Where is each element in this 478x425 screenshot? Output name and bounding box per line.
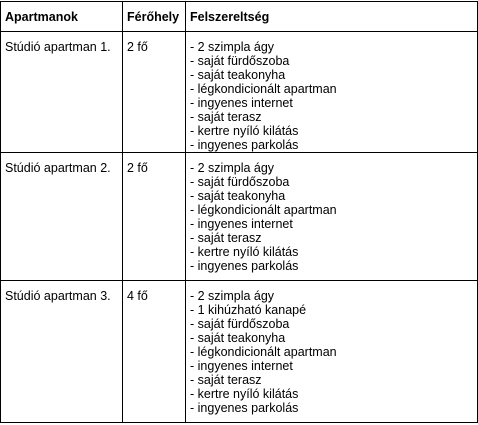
apartment-table [0,1,478,423]
apartment-name: Stúdió apartman 2. [1,153,123,281]
header-amenities: Felszereltség [186,2,478,32]
amenity-item: - 2 szimpla ágy [190,289,275,303]
table-row [1,32,478,153]
amenity-item: - légkondicionált apartman [190,345,337,359]
amenity-item: - kertre nyíló kilátás [190,245,299,259]
amenity-item: - ingyenes parkolás [190,259,299,273]
amenity-item: - saját teakonyha [190,189,286,203]
amenity-item: - saját fürdőszoba [190,175,290,189]
amenity-item: - saját fürdőszoba [190,54,290,68]
amenity-item: - saját teakonyha [190,68,286,82]
amenity-item: - saját teakonyha [190,331,286,345]
amenity-item: - ingyenes parkolás [190,138,299,152]
amenity-item: - 1 kihúzható kanapé [190,303,307,317]
amenity-list [186,32,478,153]
amenity-list [186,281,478,423]
amenity-item: - ingyenes parkolás [190,401,299,415]
table-header-row [1,2,478,32]
table-row [1,281,478,423]
header-apartments: Apartmanok [1,2,123,32]
amenity-item: - saját fürdőszoba [190,317,290,331]
amenity-item: - 2 szimpla ágy [190,161,275,175]
apartment-capacity: 2 fő [123,32,186,153]
amenity-item: - ingyenes internet [190,96,293,110]
amenity-item: - 2 szimpla ágy [190,40,275,54]
amenity-item: - saját terasz [190,231,262,245]
amenity-item: - kertre nyíló kilátás [190,387,299,401]
table-row [1,153,478,281]
amenity-item: - légkondicionált apartman [190,82,337,96]
apartment-capacity: 4 fő [123,281,186,423]
amenity-item: - kertre nyíló kilátás [190,124,299,138]
amenity-item: - saját terasz [190,373,262,387]
amenity-item: - saját terasz [190,110,262,124]
amenity-item: - ingyenes internet [190,217,293,231]
apartment-capacity: 2 fő [123,153,186,281]
amenity-list [186,153,478,281]
amenity-item: - légkondicionált apartman [190,203,337,217]
header-capacity: Férőhely [123,2,186,32]
apartment-name: Stúdió apartman 1. [1,32,123,153]
apartment-name: Stúdió apartman 3. [1,281,123,423]
amenity-item: - ingyenes internet [190,359,293,373]
